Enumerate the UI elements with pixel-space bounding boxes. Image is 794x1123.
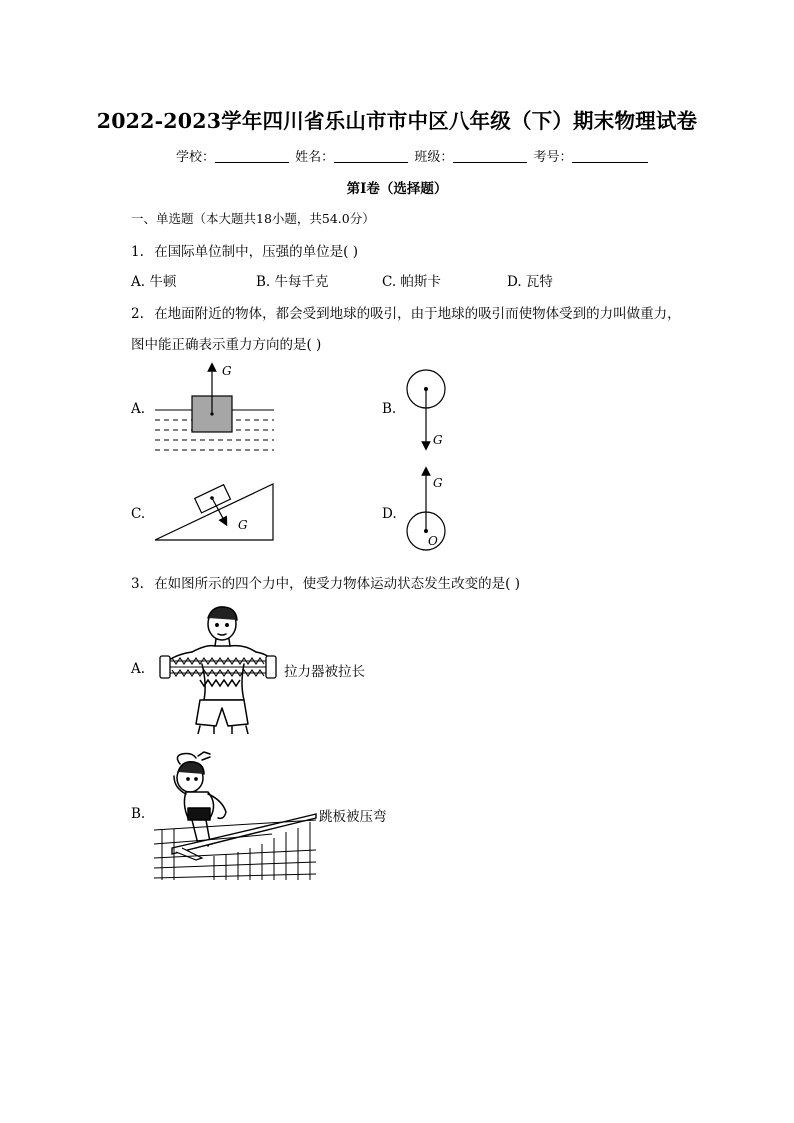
q1-option-c[interactable]: C. 帕斯卡 [382,274,441,290]
force-label: G [433,476,443,490]
question-2 [131,302,681,322]
question-number: 2. [131,306,144,322]
q1-option-a[interactable]: A. 牛顿 [131,274,177,290]
question-stem: 在国际单位制中，压强的单位是( ) [154,244,359,260]
q3-figure-b [152,748,318,880]
q2-option-b[interactable]: B. [382,401,397,417]
q3-figure-a [152,604,284,734]
class-blank[interactable] [453,149,527,163]
question-1 [131,240,358,260]
exam-number-label: 考号： [533,150,573,165]
q3-caption-a: 拉力器被拉长 [284,664,365,680]
q2-figure-c [150,478,280,544]
q2-figure-a [150,358,280,458]
info-line [176,146,650,165]
name-label: 姓名： [295,150,335,165]
q3-option-a[interactable]: A. [131,661,146,677]
force-label: G [222,364,232,378]
name-blank[interactable] [334,149,408,163]
question-3 [131,572,520,592]
center-label: O [428,534,438,548]
question-number: 1. [131,244,144,260]
q2-option-d[interactable]: D. [382,506,397,522]
exam-number-blank[interactable] [572,149,648,163]
class-label: 班级： [414,150,454,165]
q1-option-b[interactable]: B. 牛每千克 [256,274,329,290]
question-2-line-2: 图中能正确表示重力方向的是( ) [131,337,322,353]
q2-figure-d [400,465,460,557]
q3-option-b[interactable]: B. [131,806,146,822]
part-heading: 一、单选题（本大题共18小题，共54.0分） [131,211,375,226]
question-stem-line-1: 在地面附近的物体，都会受到地球的吸引，由于地球的吸引而使物体受到的力叫做重力， [154,306,681,322]
q2-figure-b [400,365,460,455]
q1-option-d[interactable]: D. 瓦特 [507,274,553,290]
question-stem: 在如图所示的四个力中，使受力物体运动状态发生改变的是( ) [154,576,521,592]
school-label: 学校： [176,150,216,165]
school-blank[interactable] [215,149,289,163]
q2-option-a[interactable]: A. [131,401,146,417]
q2-option-c[interactable]: C. [131,506,146,522]
section-heading: 第Ⅰ卷（选择题） [346,181,448,197]
question-number: 3. [131,576,144,592]
force-label: G [238,518,248,532]
exam-title: 2022-2023学年四川省乐山市市中区八年级（下）期末物理试卷 [96,109,698,133]
force-label: G [433,433,443,447]
q3-caption-b: 跳板被压弯 [319,809,387,825]
